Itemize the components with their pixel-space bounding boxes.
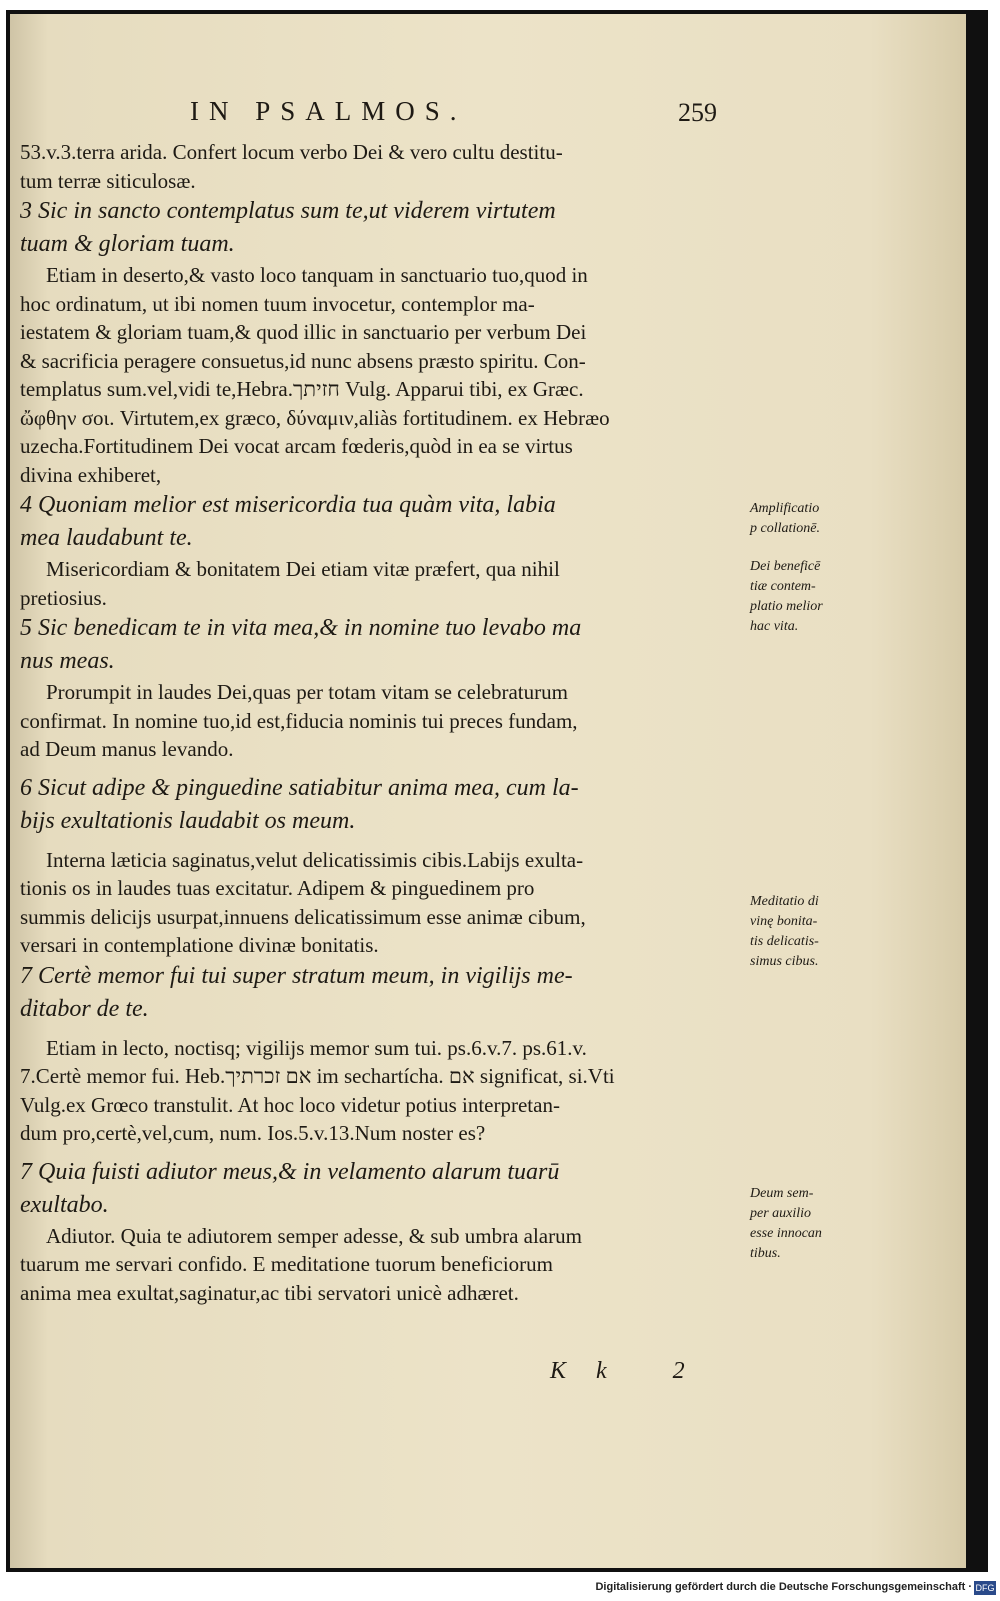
scanned-page xyxy=(6,10,988,1572)
text-line: 4 Quoniam melior est misericordia tua quàm vita, labia xyxy=(20,492,556,518)
text-line: versari in contemplatione divinæ bonitatis. xyxy=(20,933,379,957)
text-line: 6 Sicut adipe & pinguedine satiabitur anima mea, cum la- xyxy=(20,774,579,801)
margin-note-line: Meditatio di xyxy=(750,894,819,909)
text-line: Etiam in lecto, noctisq; vigilijs memor sum tui. ps.6.v.7. ps.61.v. xyxy=(46,1035,587,1060)
text-line: ditabor de te. xyxy=(20,995,149,1022)
text-line: Vulg.ex Grœco transtulit. At hoc loco videtur potius interpretan- xyxy=(20,1092,560,1117)
margin-note-line: Dei beneficē xyxy=(750,559,821,574)
margin-note-line: tis delicatis- xyxy=(750,934,819,949)
text-line: exultabo. xyxy=(20,1191,109,1218)
text-line: ὤφθην σοι. Virtutem,ex græco, δύναμιν,aliàs fortitudinem. ex Hebræo xyxy=(20,405,610,430)
margin-note-line: simus cibus. xyxy=(750,954,819,969)
text-line: Prorumpit in laudes Dei,quas per totam vitam se celebraturum xyxy=(46,680,568,704)
text-line: nus meas. xyxy=(20,648,115,674)
signature-mark: Kk 2 xyxy=(550,1358,715,1384)
page-number: 259 xyxy=(678,98,717,127)
text-line: ad Deum manus levando. xyxy=(20,737,234,761)
running-head: IN PSALMOS. xyxy=(190,96,467,126)
text-line: 53.v.3.terra arida. Confert locum verbo Dei & vero cultu destitu- xyxy=(20,140,563,164)
margin-note-line: Deum sem- xyxy=(750,1186,814,1201)
text-line: Etiam in deserto,& vasto loco tanquam in sanctuario tuo,quod in xyxy=(46,263,588,287)
text-line: 7 Certè memor fui tui super stratum meum, in vigilijs me- xyxy=(20,962,573,989)
text-line: & sacrificia peragere consuetus,id nunc absens præsto spiritu. Con- xyxy=(20,348,586,373)
margin-note-line: p collationē. xyxy=(750,521,820,536)
margin-note-line: tiæ contem- xyxy=(750,579,816,594)
paper-leaf xyxy=(10,14,966,1568)
margin-note-4 xyxy=(750,1184,870,1264)
text-line: bijs exultationis laudabit os meum. xyxy=(20,807,356,834)
text-line: hoc ordinatum, ut ibi nomen tuum invocetur, contemplor ma- xyxy=(20,291,535,316)
text-line: anima mea exultat,saginatur,ac tibi servatori unicè adhæret. xyxy=(20,1280,519,1305)
body-text xyxy=(20,138,738,1307)
text-line: pretiosius. xyxy=(20,585,107,610)
margin-note-line: tibus. xyxy=(750,1246,781,1261)
text-line: 5 Sic benedicam te in vita mea,& in nomine tuo levabo ma xyxy=(20,615,582,641)
text-line: 7 Quia fuisti adiutor meus,& in velamento alarum tuarū xyxy=(20,1158,560,1185)
text-line: summis delicijs usurpat,innuens delicatissimum esse animæ cibum, xyxy=(20,904,586,929)
margin-note-line: vinę bonita- xyxy=(750,914,818,929)
dfg-logo: DFG xyxy=(975,1583,995,1593)
text-line: tum terræ siticulosæ. xyxy=(20,168,196,193)
digitization-credit: Digitalisierung gefördert durch die Deutsche Forschungsgemeinschaft · xyxy=(595,1581,972,1593)
text-line: 7.Certè memor fui. Heb.אם זכרתיך im sechartícha. אם significat, si.Vti xyxy=(20,1064,615,1088)
text-line: Adiutor. Quia te adiutorem semper adesse, & sub umbra alarum xyxy=(46,1223,582,1248)
text-line: iestatem & gloriam tuam,& quod illic in sanctuario per verbum Dei xyxy=(20,320,587,344)
text-line: tuam & gloriam tuam. xyxy=(20,231,235,257)
margin-note-line: platio melior xyxy=(750,599,823,614)
margin-note-3 xyxy=(750,892,870,972)
text-line: divina exhiberet, xyxy=(20,462,162,487)
text-line: templatus sum.vel,vidi te,Hebra.חזיתך Vulg. Apparui tibi, ex Græc. xyxy=(20,377,584,401)
text-line: mea laudabunt te. xyxy=(20,525,193,551)
text-line: 3 Sic in sancto contemplatus sum te,ut viderem virtutem xyxy=(20,198,556,224)
margin-note-1 xyxy=(750,499,870,539)
margin-note-line: hac vita. xyxy=(750,619,799,634)
text-line: dum pro,certè,vel,cum, num. Ios.5.v.13.Num noster es? xyxy=(20,1121,486,1145)
margin-note-2 xyxy=(750,557,870,637)
text-line: uzecha.Fortitudinem Dei vocat arcam fœderis,quòd in ea se virtus xyxy=(20,434,573,458)
text-line: Misericordiam & bonitatem Dei etiam vitæ præfert, qua nihil xyxy=(46,557,560,581)
text-line: tionis os in laudes tuas excitatur. Adipem & pinguedinem pro xyxy=(20,876,535,900)
margin-note-line: Amplificatio xyxy=(750,501,820,516)
text-line: tuarum me servari confido. E meditatione tuorum beneficiorum xyxy=(20,1252,553,1276)
text-line: Interna læticia saginatus,velut delicatissimis cibis.Labijs exulta- xyxy=(46,847,584,872)
text-line: confirmat. In nomine tuo,id est,fiducia nominis tui preces fundam, xyxy=(20,708,578,733)
margin-note-line: esse innocan xyxy=(750,1226,822,1241)
margin-note-line: per auxilio xyxy=(750,1206,812,1221)
